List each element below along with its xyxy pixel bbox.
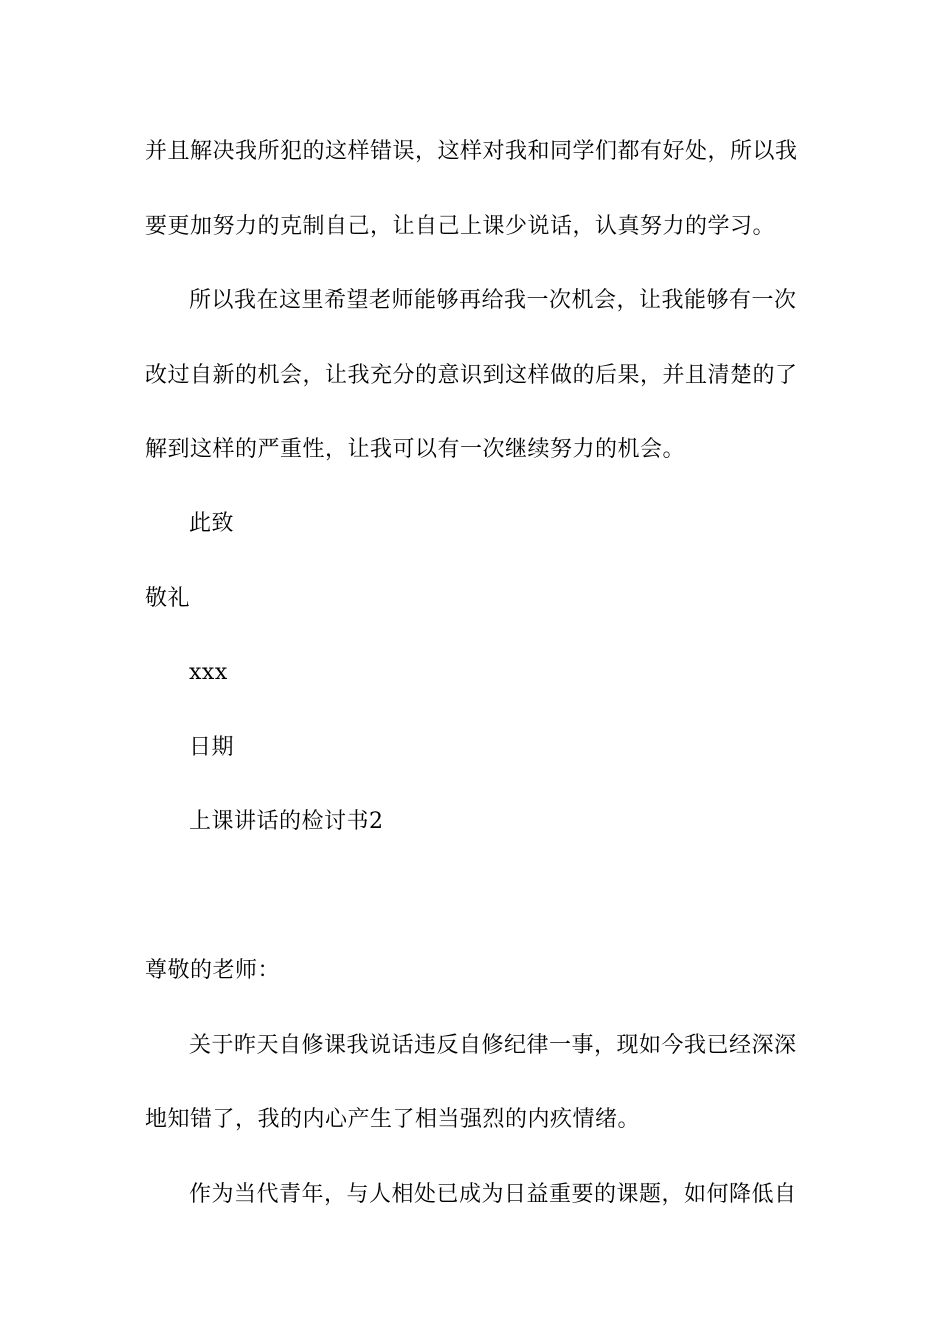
signature-name: xxx — [189, 660, 228, 685]
closing-regards: 敬礼 — [145, 586, 191, 611]
paragraph-line: 改过自新的机会，让我充分的意识到这样做的后果，并且清楚的了 — [145, 363, 798, 388]
signature-date: 日期 — [189, 735, 235, 760]
paragraph-line: 所以我在这里希望老师能够再给我一次机会，让我能够有一次 — [189, 288, 797, 313]
closing-salutation: 此致 — [189, 511, 235, 536]
paragraph-line: 并且解决我所犯的这样错误，这样对我和同学们都有好处，所以我 — [145, 139, 798, 164]
paragraph-line: 地知错了，我的内心产生了相当强烈的内疚情绪。 — [145, 1107, 641, 1132]
paragraph-line: 关于昨天自修课我说话违反自修纪律一事，现如今我已经深深 — [189, 1033, 797, 1058]
paragraph-line: 要更加努力的克制自己，让自己上课少说话，认真努力的学习。 — [145, 214, 776, 239]
section-title: 上课讲话的检讨书2 — [189, 809, 384, 834]
letter-greeting: 尊敬的老师： — [145, 958, 281, 983]
paragraph-line: 解到这样的严重性，让我可以有一次继续努力的机会。 — [145, 437, 686, 462]
paragraph-line: 作为当代青年，与人相处已成为日益重要的课题，如何降低自 — [189, 1182, 797, 1207]
